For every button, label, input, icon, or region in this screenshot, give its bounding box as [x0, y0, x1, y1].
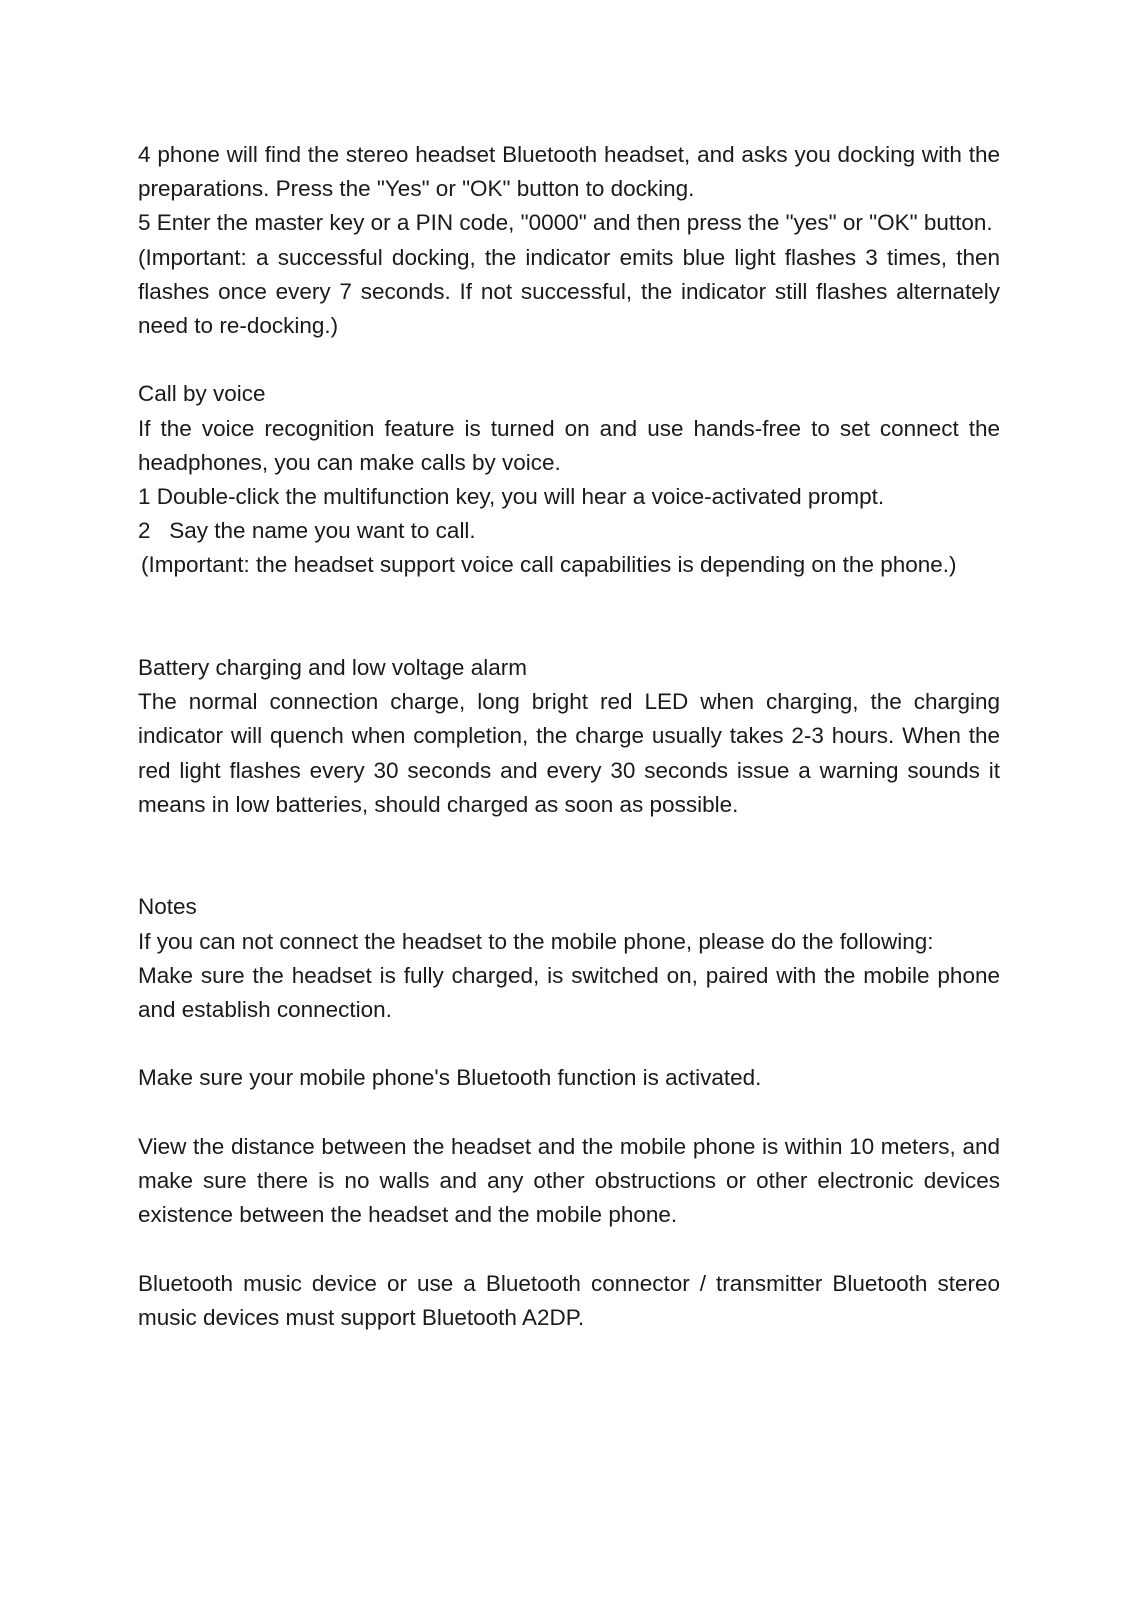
battery-body: The normal connection charge, long bright red LED when charging, the charging indicator will quench when completion, the charge usually takes 2-3 hours. When the red light flashes every 30 seconds and every 30 seconds issue a warning sounds it means in low batteries, should charged as soon as possible.: [138, 689, 1000, 817]
section-heading-notes: Notes: [138, 894, 197, 920]
call-by-voice-intro: If the voice recognition feature is turned on and use hands-free to set connect the headphones, you can make calls by voice.: [138, 415, 1000, 475]
section-heading-call-by-voice: Call by voice: [138, 381, 266, 407]
spacer: [138, 583, 1000, 651]
notes-item-2: Make sure your mobile phone's Bluetooth function is activated.: [138, 1065, 762, 1091]
notes-item-4: Bluetooth music device or use a Bluetooth connector / transmitter Bluetooth stereo music devices must support Bluetooth A2DP.: [138, 1270, 1000, 1330]
pairing-important-note: (Important: a successful docking, the indicator emits blue light flashes 3 times, then flashes once every 7 seconds. If not successful, the indicator still flashes alternately need to re-docking.): [138, 244, 1000, 339]
spacer: [138, 1027, 1000, 1061]
call-by-voice-important-note: (Important: the headset support voice call capabilities is depending on the phone.): [141, 552, 957, 578]
section-heading-battery: Battery charging and low voltage alarm: [138, 655, 527, 681]
spacer: [138, 1096, 1000, 1130]
call-by-voice-step-2: 2 Say the name you want to call.: [138, 518, 476, 544]
notes-item-1: Make sure the headset is fully charged, is switched on, paired with the mobile phone and establish connection.: [138, 962, 1000, 1023]
call-by-voice-step-1: 1 Double-click the multifunction key, you will hear a voice-activated prompt.: [138, 484, 885, 510]
spacer: [138, 1232, 1000, 1266]
spacer: [138, 822, 1000, 890]
spacer: [138, 343, 1000, 377]
notes-item-3: View the distance between the headset and the mobile phone is within 10 meters, and make sure there is no walls and any other obstructions or other electronic devices existence between the headset and the mobile phone.: [138, 1133, 1000, 1228]
document-page: [138, 138, 1000, 1335]
notes-intro: If you can not connect the headset to the mobile phone, please do the following:: [138, 928, 934, 954]
pairing-step-4: 4 phone will find the stereo headset Bluetooth headset, and asks you docking with the preparations. Press the "Yes" or "OK" button to docking.: [138, 142, 1000, 202]
pairing-step-5: 5 Enter the master key or a PIN code, "0000" and then press the "yes" or "OK" button.: [138, 210, 993, 236]
